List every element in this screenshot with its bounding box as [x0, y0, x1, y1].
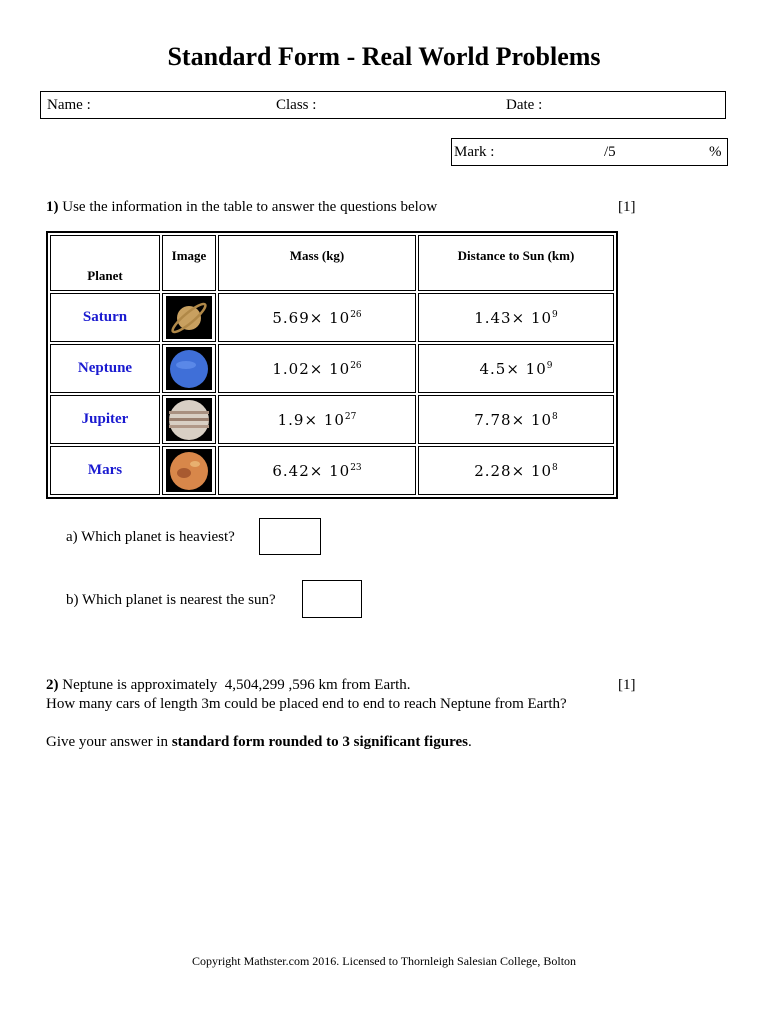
neptune-icon [166, 347, 212, 390]
header-planet: Planet [50, 235, 160, 291]
header-image: Image [162, 235, 216, 291]
saturn-icon [166, 296, 212, 339]
mars-icon [166, 449, 212, 492]
date-label: Date : [506, 97, 543, 113]
header-mass: Mass (kg) [218, 235, 416, 291]
table-header-row [50, 235, 614, 291]
mark-box [451, 138, 728, 166]
question-2-text-pre: Neptune is approximately [62, 677, 218, 693]
planet-name-saturn: Saturn [50, 293, 160, 342]
name-label: Name : [47, 97, 91, 113]
part-a-question: a) Which planet is heaviest? [66, 529, 235, 545]
mars-image [166, 449, 212, 492]
table-row [50, 395, 614, 444]
mark-percent: % [709, 144, 722, 160]
copyright-footer: Copyright Mathster.com 2016. Licensed to Thornleigh Salesian College, Bolton [191, 954, 577, 968]
question-1-number: 1) [46, 199, 59, 215]
planet-name-mars: Mars [50, 446, 160, 495]
distance-neptune: $4.5\times 10^9$ [418, 344, 614, 393]
question-1-text: Use the information in the table to answer the questions below [62, 199, 438, 215]
table-row [50, 344, 614, 393]
mass-mars: $6.42\times 10^{23}$ [218, 446, 416, 495]
part-b-question: b) Which planet is nearest the sun? [66, 592, 276, 608]
distance-mars: $2.28\times 10^8$ [418, 446, 614, 495]
mark-label: Mark : [454, 144, 495, 160]
question-1-marks: [1] [618, 199, 636, 215]
question-2-line-2: How many cars of length 3m could be placed end to end to reach Neptune from Earth? [46, 696, 567, 712]
distance-jupiter: $7.78\times 10^8$ [418, 395, 614, 444]
student-info-box [40, 91, 726, 119]
question-2-marks: [1] [618, 677, 636, 693]
header-distance: Distance to Sun (km) [418, 235, 614, 291]
distance-saturn: $1.43\times 10^9$ [418, 293, 614, 342]
neptune-image [166, 347, 212, 390]
mass-neptune: $1.02\times 10^{26}$ [218, 344, 416, 393]
jupiter-image [166, 398, 212, 441]
table-row [50, 446, 614, 495]
jupiter-icon [166, 398, 212, 441]
table-row [50, 293, 614, 342]
planet-name-neptune: Neptune [50, 344, 160, 393]
question-2-line-1 [46, 677, 411, 694]
question-1-prompt [46, 199, 437, 216]
mass-jupiter: $1.9\times 10^{27}$ [218, 395, 416, 444]
mass-saturn: $5.69\times 10^{26}$ [218, 293, 416, 342]
mark-out-of: /5 [604, 144, 616, 160]
answer-format-instruction: standard form rounded to 3 significant figures [171, 734, 468, 750]
planet-name-jupiter: Jupiter [50, 395, 160, 444]
neptune-distance-value: 4,504,299 ,596 [224, 677, 315, 693]
question-2-text-post: km from Earth. [318, 677, 411, 693]
question-2-number: 2) [46, 677, 59, 693]
question-2-line-3: Give your answer in standard form rounded to 3 significant figures. [46, 734, 472, 750]
planet-table [46, 231, 618, 499]
part-b-answer-box[interactable] [302, 580, 362, 618]
part-a-answer-box[interactable] [259, 518, 321, 555]
saturn-image [166, 296, 212, 339]
page-title: Standard Form - Real World Problems [167, 42, 601, 71]
class-label: Class : [276, 97, 317, 113]
